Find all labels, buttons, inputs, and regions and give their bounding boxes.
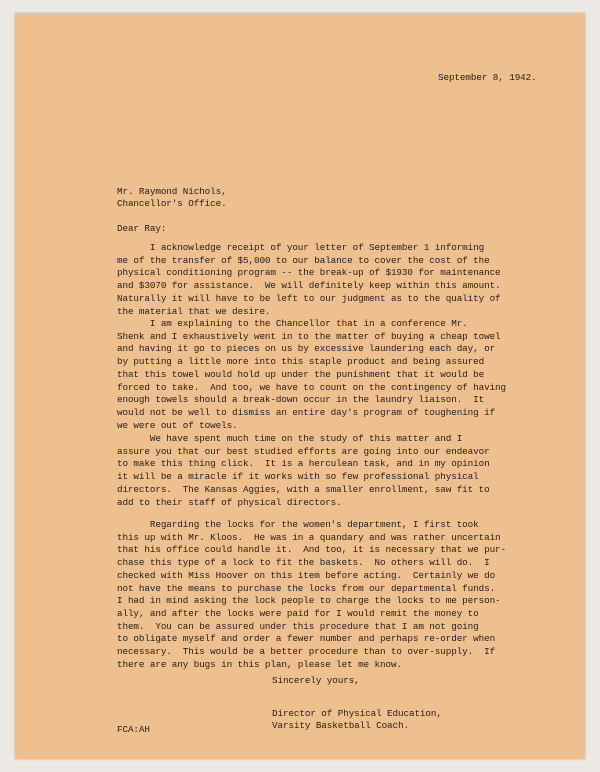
paragraph-line: that this towel would hold up under the punishment that it would be [117,368,485,380]
paragraph-line: I am explaining to the Chancellor that in a conference Mr. [117,318,468,329]
paragraph-line: directors. The Kansas Aggies, with a smaller enrollment, saw fit to [117,483,490,495]
paragraph-line: Shenk and I exhaustively went in to the matter of buying a cheap towel [117,330,501,342]
paragraph-line: assure you that our best studied efforts are going into our endeavor [117,445,490,457]
recipient-office: Chancellor's Office. [117,198,227,209]
paragraph-line: this up with Mr. Kloos. He was in a quandary and was rather uncertain [117,531,501,543]
paragraph-line: enough towels should a break-down occur in the laundry liaison. It [117,394,485,406]
paragraph-line: physical conditioning program -- the break-up of $1930 for maintenance [117,267,501,279]
paragraph-line: Naturally it will have to be left to our judgment as to the quality of [117,292,501,304]
paragraph-line: Regarding the locks for the women's department, I first took [117,519,479,530]
paragraph-line: and having it go to pieces on us by excessive laundering each day, or [117,343,496,355]
paragraph-line: checked with Miss Hoover on this item before acting. Certainly we do [117,569,496,581]
closing: Sincerely yours, [272,675,360,686]
recipient-name: Mr. Raymond Nichols, [117,186,227,197]
paragraph-line: necessary. This would be a better procedure than to over-supply. If [117,646,496,657]
paragraph-line: by putting a little more into this staple product and being assured [117,356,485,368]
paragraph-line: there are any bugs in this plan, please let me know. [117,658,402,670]
letter-date: September 8, 1942. [438,72,537,83]
paragraph-line: forced to take. And too, we have to count on the contingency of having [117,381,507,393]
paragraph-line: chase this type of a lock to fit the baskets. No others will do. I [117,557,490,569]
paragraph-line: it will be a miracle if it works with so few professional physical [117,471,479,483]
paragraph-line: the material that we desire. [117,305,271,317]
paragraph-line: would not be well to dismiss an entire day's program of toughening if [117,406,496,418]
paragraph-line: I acknowledge receipt of your letter of September 1 informing [117,242,485,253]
letter-page [15,13,585,759]
salutation: Dear Ray: [117,223,167,234]
paragraph-line: I had in mind asking the lock people to charge the locks to me person- [117,595,501,607]
paragraph-line: that his office could handle it. And too, it is necessary that we pur- [117,544,507,556]
signature-title-line: Varsity Basketball Coach. [272,720,409,731]
paragraph-line: not have the means to purchase the locks from our departmental funds. [117,582,496,594]
signature-title-line: Director of Physical Education, [272,708,442,719]
paragraph-line: them. You can be assured under this procedure that I am not going [117,620,479,632]
paragraph-line: add to their staff of physical directors. [117,496,342,508]
paragraph-line: to make this thing click. It is a herculean task, and in my opinion [117,458,490,470]
paragraph-line: to obligate myself and order a fewer number and perhaps re-order when [117,633,496,645]
paragraph-line: we were out of towels. [117,419,238,431]
paragraph-line: We have spent much time on the study of this matter and I [117,433,463,444]
paragraph-line: me of the transfer of $5,000 to our balance to cover the cost of the [117,254,490,266]
paragraph-line: ally, and after the locks were paid for I would remit the money to [117,607,479,619]
paragraph-line: and $3070 for assistance. We will definitely keep within this amount. [117,280,501,292]
typist-initials: FCA:AH [117,724,150,735]
